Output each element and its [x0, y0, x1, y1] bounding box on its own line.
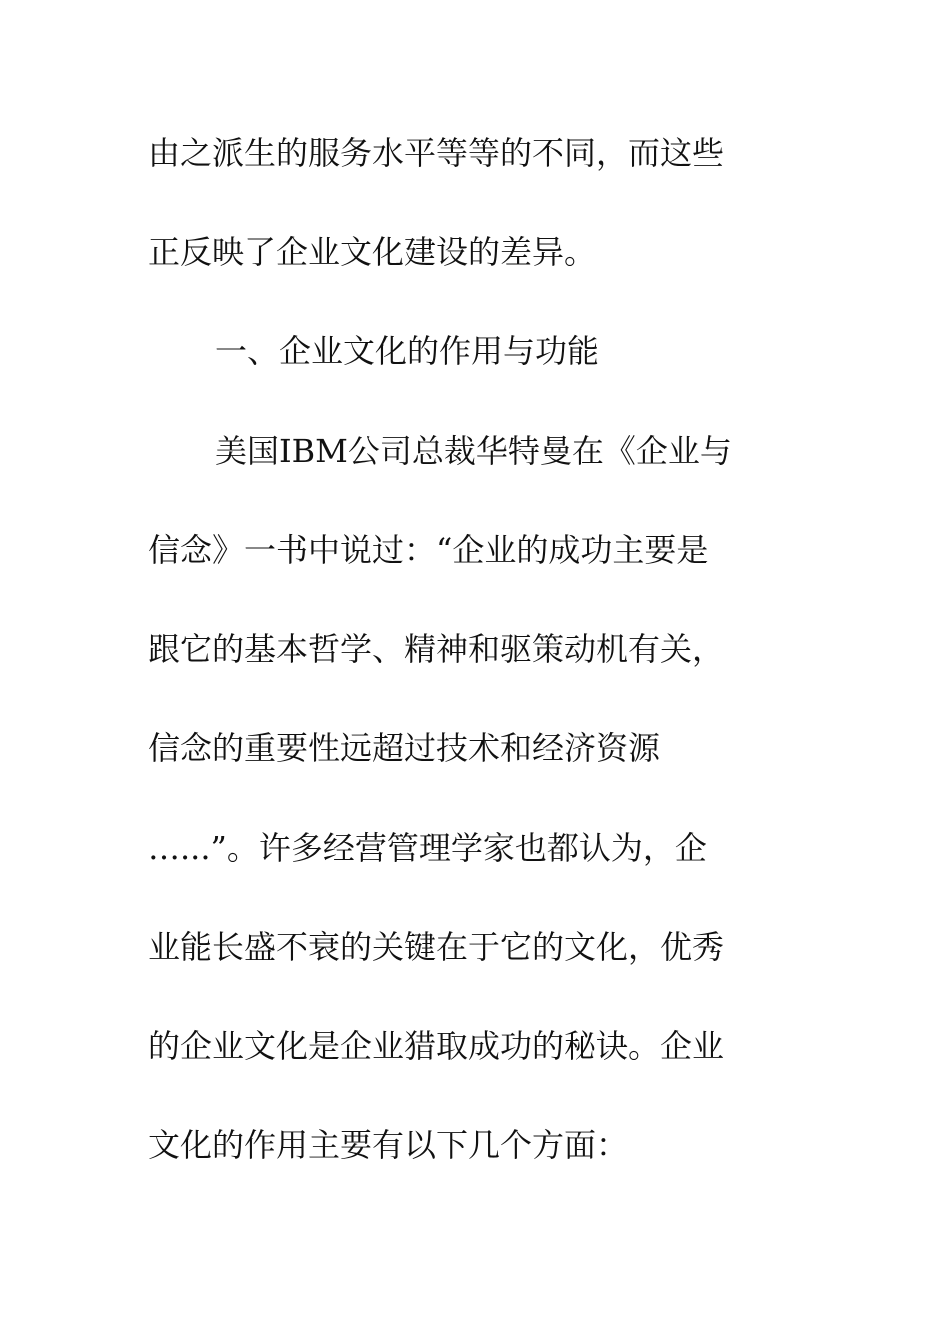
paragraph-line: 美国IBM公司总裁华特曼在《企业与 [215, 432, 732, 470]
paragraph-line: …...”。许多经营管理学家也都认为，企 [148, 829, 707, 867]
paragraph-line: 由之派生的服务水平等等的不同，而这些 [148, 134, 725, 172]
paragraph-line: 的企业文化是企业猎取成功的秘诀。企业 [148, 1027, 725, 1065]
paragraph-line: 信念》一书中说过：“企业的成功主要是 [148, 531, 709, 569]
paragraph-line: 跟它的基本哲学、精神和驱策动机有关， [148, 630, 725, 668]
paragraph-line: 信念的重要性远超过技术和经济资源 [148, 729, 661, 767]
paragraph-line: 业能长盛不衰的关键在于它的文化，优秀 [148, 928, 725, 966]
section-heading: 一、企业文化的作用与功能 [215, 332, 600, 370]
paragraph-line: 正反映了企业文化建设的差异。 [148, 233, 597, 271]
paragraph-line: 文化的作用主要有以下几个方面： [148, 1126, 629, 1164]
